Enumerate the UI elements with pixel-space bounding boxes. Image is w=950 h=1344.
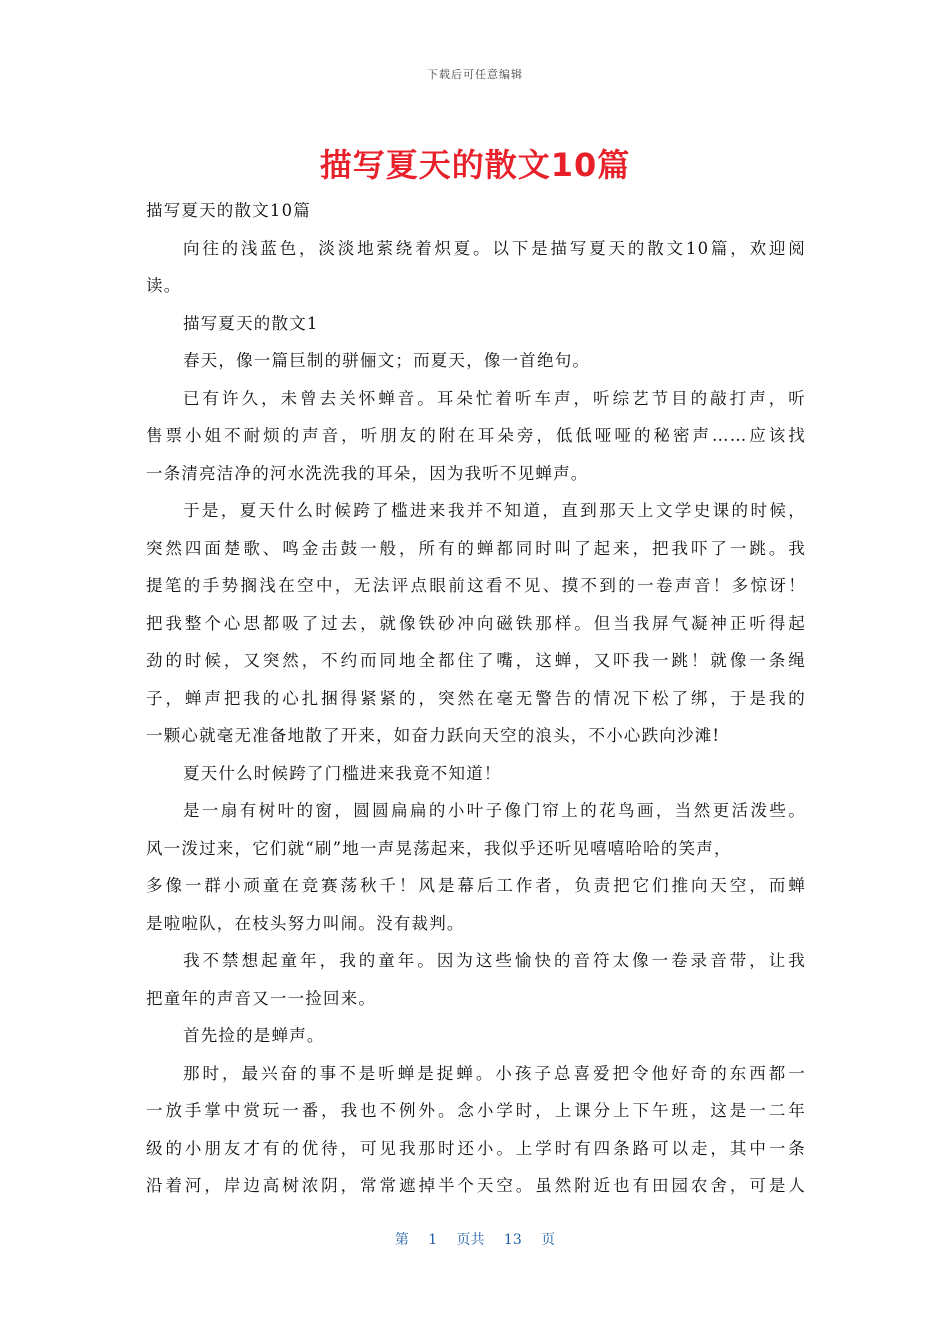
body-line: 是一扇有树叶的窗，圆圆扁扁的小叶子像门帘上的花鸟画，当然更活泼些。: [183, 801, 806, 820]
footer-page-label: 第: [394, 1232, 409, 1248]
body-line: 一放手掌中赏玩一番，我也不例外。念小学时，上课分上下午班，这是一二年: [146, 1101, 806, 1120]
body-line: 春天，像一篇巨制的骈俪文；而夏天，像一首绝句。: [183, 351, 591, 370]
body-line: 劲的时候，又突然，不约而同地全都住了嘴，这蝉，又吓我一跳！就像一条绳: [146, 651, 806, 670]
body-line: 读。: [146, 276, 182, 295]
footer-total-pages: 13: [503, 1232, 522, 1248]
page-footer: [0, 1229, 950, 1249]
body-line: 向往的浅蓝色，淡淡地萦绕着炽夏。以下是描写夏天的散文10篇，欢迎阅: [183, 238, 806, 258]
body-line: 一条清亮洁净的河水洗洗我的耳朵，因为我听不见蝉声。: [146, 463, 589, 483]
body-line: 首先捡的是蝉声。: [183, 1026, 325, 1045]
footer-page-number: 1: [428, 1232, 438, 1248]
body-line: 一颗心就毫无准备地散了开来，如奋力跃向天空的浪头，不小心跌向沙滩!: [146, 726, 721, 745]
body-line: 提笔的手势搁浅在空中，无法评点眼前这看不见、摸不到的一卷声音！多惊讶！: [146, 576, 806, 595]
body-line: 描写夏天的散文1: [183, 313, 319, 333]
document-title: 描写夏天的散文10篇: [319, 146, 631, 184]
body-line: 于是，夏天什么时候跨了槛进来我并不知道，直到那天上文学史课的时候，: [183, 501, 806, 520]
body-line: 是啦啦队，在枝头努力叫闹。没有裁判。: [146, 913, 465, 933]
body-line: 沿着河，岸边高树浓阴，常常遮掉半个天空。虽然附近也有田园农舍，可是人: [146, 1176, 806, 1195]
body-line: 我不禁想起童年，我的童年。因为这些愉快的音符太像一卷录音带，让我: [183, 951, 806, 970]
header-note: 下载后可任意编辑: [427, 68, 523, 81]
body-line: 风一泼过来，它们就“刷”地一声晃荡起来，我似乎还听见嘻嘻哈哈的笑声，: [146, 838, 732, 858]
body-line: 多像一群小顽童在竞赛荡秋千！风是幕后工作者，负责把它们推向天空，而蝉: [146, 876, 806, 895]
body-line: 夏天什么时候跨了门槛进来我竟不知道！: [183, 763, 502, 783]
document-body: [146, 192, 806, 1205]
body-line: 子，蝉声把我的心扎捆得紧紧的，突然在毫无警告的情况下松了绑，于是我的: [146, 688, 806, 708]
footer-page-suffix: 页: [541, 1232, 556, 1248]
body-line: 已有许久，未曾去关怀蝉音。耳朵忙着听车声，听综艺节目的敲打声，听: [183, 388, 806, 408]
body-line: 描写夏天的散文10篇: [146, 201, 311, 220]
footer-total-label: 页共: [456, 1232, 485, 1248]
body-line: 把我整个心思都吸了过去，就像铁砂冲向磁铁那样。但当我屏气凝神正听得起: [146, 613, 806, 633]
body-line: 突然四面楚歌、鸣金击鼓一般，所有的蝉都同时叫了起来，把我吓了一跳。我: [146, 538, 806, 558]
body-line: 售票小姐不耐烦的声音，听朋友的附在耳朵旁，低低哑哑的秘密声……应该找: [146, 426, 806, 445]
body-line: 把童年的声音又一一捡回来。: [146, 988, 377, 1008]
body-line: 那时，最兴奋的事不是听蝉是捉蝉。小孩子总喜爱把令他好奇的东西都一: [183, 1063, 806, 1083]
body-line: 级的小朋友才有的优待，可见我那时还小。上学时有四条路可以走，其中一条: [146, 1138, 806, 1158]
